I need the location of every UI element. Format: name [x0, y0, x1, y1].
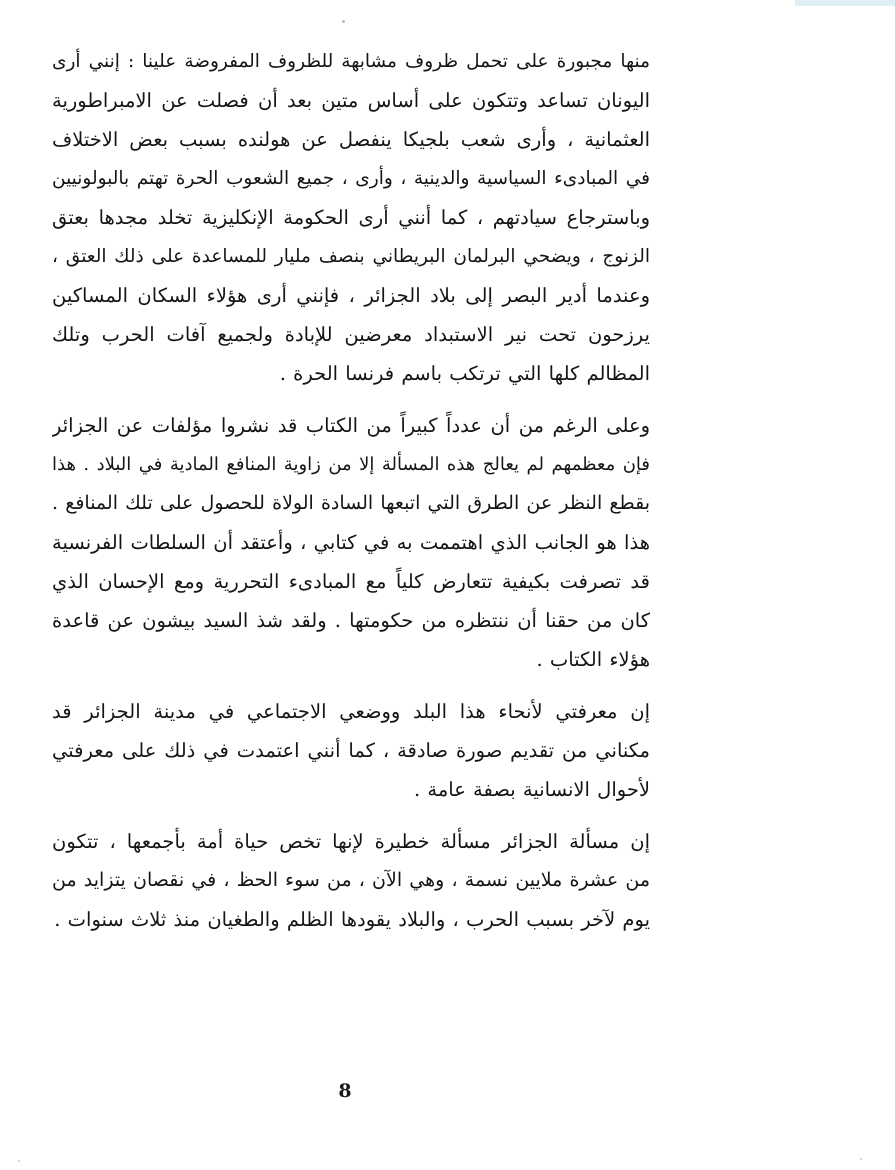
- text-line: اليونان تساعد وتتكون على أساس متين بعد أن فصلت عن الامبراطورية: [52, 89, 650, 112]
- text-line: يرزحون تحت نير الاستبداد معرضين للإبادة ولجميع آفات الحرب وتلك: [52, 323, 650, 346]
- text-line: في المبادىء السياسية والدينية ، وأرى ، جميع الشعوب الحرة تهتم بالبولونيين: [52, 168, 650, 189]
- paragraph: [52, 822, 650, 939]
- text-line: هؤلاء الكتاب .: [536, 648, 650, 671]
- text-line: فإن معظمهم لم يعالج هذه المسألة إلا من زاوية المنافع المادية في البلاد . هذا: [52, 454, 650, 475]
- text-line: العثمانية ، وأرى شعب بلجيكا ينفصل عن هولنده بسبب بعض الاختلاف: [52, 128, 650, 151]
- text-line: يوم لآخر بسبب الحرب ، والبلاد يقودها الظلم والطغيان منذ ثلاث سنوات .: [54, 908, 650, 931]
- text-line: مكناني من تقديم صورة صادقة ، كما أنني اعتمدت في ذلك على معرفتي: [52, 739, 650, 762]
- paragraph: [52, 692, 650, 809]
- text-line: وعندما أدير البصر إلى بلاد الجزائر ، فإنني أرى هؤلاء السكان المساكين: [52, 284, 650, 307]
- text-line: لأحوال الانسانية بصفة عامة .: [413, 778, 650, 801]
- text-line: هذا هو الجانب الذي اهتممت به في كتابي ، وأعتقد أن السلطات الفرنسية: [52, 531, 650, 554]
- text-line: وعلى الرغم من أن عدداً كبيراً من الكتاب قد نشروا مؤلفات عن الجزائر: [52, 414, 650, 437]
- page-number: 8: [338, 1080, 352, 1102]
- text-line: بقطع النظر عن الطرق التي اتبعها السادة الولاة للحصول على تلك المنافع .: [52, 492, 650, 514]
- scan-speck: [860, 1158, 862, 1160]
- body-text: [52, 42, 650, 939]
- text-line: كان من حقنا أن ننتظره من حكومتها . ولقد شذ السيد بيشون عن قاعدة: [52, 609, 650, 632]
- text-line: منها مجبورة على تحمل ظروف مشابهة للظروف المفروضة علينا : إنني أرى: [52, 51, 650, 72]
- text-line: إن مسألة الجزائر مسألة خطيرة لإنها تخص حياة أمة بأجمعها ، تتكون: [52, 830, 650, 853]
- paragraph: [52, 406, 650, 679]
- scan-corner-mark: [795, 0, 895, 6]
- text-line: وباسترجاع سيادتهم ، كما أنني أرى الحكومة الإنكليزية تخلد مجدها بعتق: [52, 206, 650, 229]
- text-line: قد تصرفت بكيفية تتعارض كلياً مع المبادىء التحررية ومع الإحسان الذي: [52, 570, 650, 593]
- text-line: الزنوج ، ويضحي البرلمان البريطاني بنصف مليار للمساعدة على ذلك العتق ،: [52, 246, 650, 267]
- text-line: من عشرة ملايين نسمة ، وهي الآن ، من سوء الحظ ، في نقصان يتزايد من: [52, 869, 650, 891]
- scan-speck: [342, 20, 345, 23]
- text-line: المظالم كلها التي ترتكب باسم فرنسا الحرة .: [279, 362, 650, 385]
- paragraph: [52, 42, 650, 393]
- scan-speck: [18, 1160, 20, 1162]
- text-line: إن معرفتي لأنحاء هذا البلد ووضعي الاجتماعي في مدينة الجزائر قد: [52, 700, 650, 723]
